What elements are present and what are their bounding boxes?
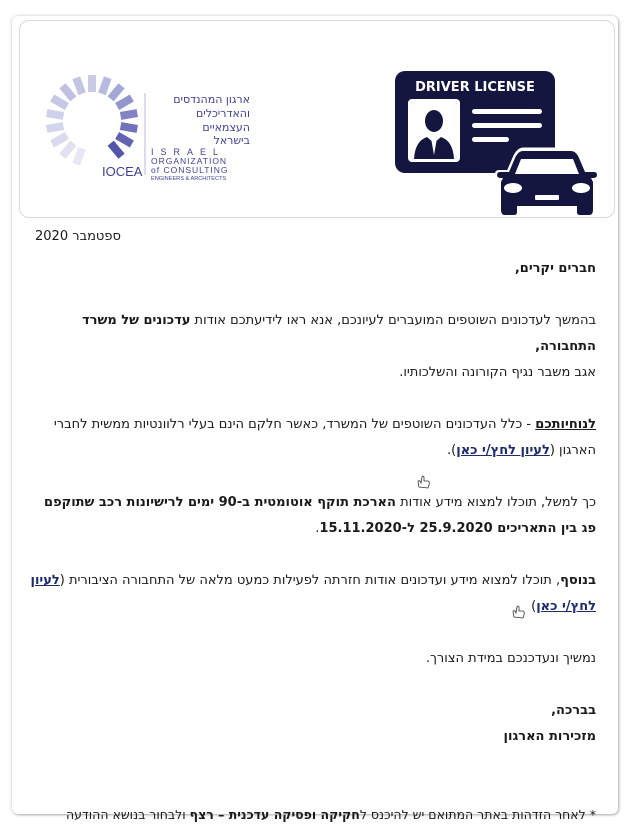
footnote: * לאחר הזדהות באתר המתואם יש להיכנס לחקיקה ופסיקה עדכנית – רצף ולבחור בנושא ההודעה [65,807,596,822]
signature: מזכירות הארגון [503,729,596,744]
convenience-paragraph: לנוחיותכם - כלל העדכונים השוטפים של המשרד, כאשר חלקם הינם בעלי רלוונטיות ממשית לחברי הארגון (לעיון לחץ/י כאן). [30,412,596,490]
additionally-paragraph: בנוסף, תוכלו למצוא מידע ועדכונים אודות חזרתה לפעילות כמעט מלאה של התחבורה הציבורית (לעיון לחץ/י כאן) [30,568,596,620]
svg-text:IOCEA: IOCEA [102,164,143,179]
svg-text:העצמאיים: העצמאיים [202,121,250,134]
letter-body [30,256,596,828]
svg-text:of CONSULTING: of CONSULTING [151,165,229,175]
additionally-label: בנוסף [560,573,596,588]
convenience-label: לנוחיותכם [535,417,596,432]
pointing-hand-icon [511,604,527,620]
greeting: חברים יקרים, [514,261,596,276]
svg-text:ארגון המהנדסים: ארגון המהנדסים [173,93,250,106]
example-highlight: הארכת תוקף אוטומטית ב-90 ימים לרישיונות רכב שתוקפם פג בין התאריכים 25.9.2020 ל-15.11.2020 [44,495,596,536]
letter-date: ספטמבר 2020 [35,229,121,244]
intro-highlight: עדכונים של משרד התחבורה [82,313,596,354]
svg-text:DRIVER LICENSE: DRIVER LICENSE [415,80,535,95]
header-banner [19,20,615,218]
convenience-link[interactable]: לעיון לחץ/י כאן [456,443,550,458]
intro-paragraph: בהמשך לעדכונים השוטפים המועברים לעיונכם, אנא ראו לידיעתכם אודות עדכונים של משרד התחבורה, אגב משבר נגיף הקורונה והשלכותיו. [82,313,596,380]
svg-text:והאדריכלים: והאדריכלים [195,107,250,120]
svg-text:ENGINEERS & ARCHITECTS: ENGINEERS & ARCHITECTS [151,176,227,181]
example-paragraph: כך למשל, תוכלו למצוא מידע אודות הארכת תוקף אוטומטית ב-90 ימים לרישיונות רכב שתוקפם פג בין התאריכים 25.9.2020 ל-15.11.2020. [44,495,596,536]
public-transport-link[interactable]: לעיון לחץ/י כאן [30,573,596,614]
svg-text:בישראל: בישראל [213,134,250,147]
logo-circle-icon [46,75,138,166]
svg-text:ISRAEL: ISRAEL [151,147,226,157]
continue-text: נמשיך ונעדכנכם במידת הצורך. [425,651,596,666]
svg-text:ORGANIZATION: ORGANIZATION [151,156,228,166]
pointing-hand-icon [416,474,432,490]
driver-license-icon [395,71,600,217]
iocea-logo [42,71,252,181]
closing: בברכה, [551,703,596,718]
